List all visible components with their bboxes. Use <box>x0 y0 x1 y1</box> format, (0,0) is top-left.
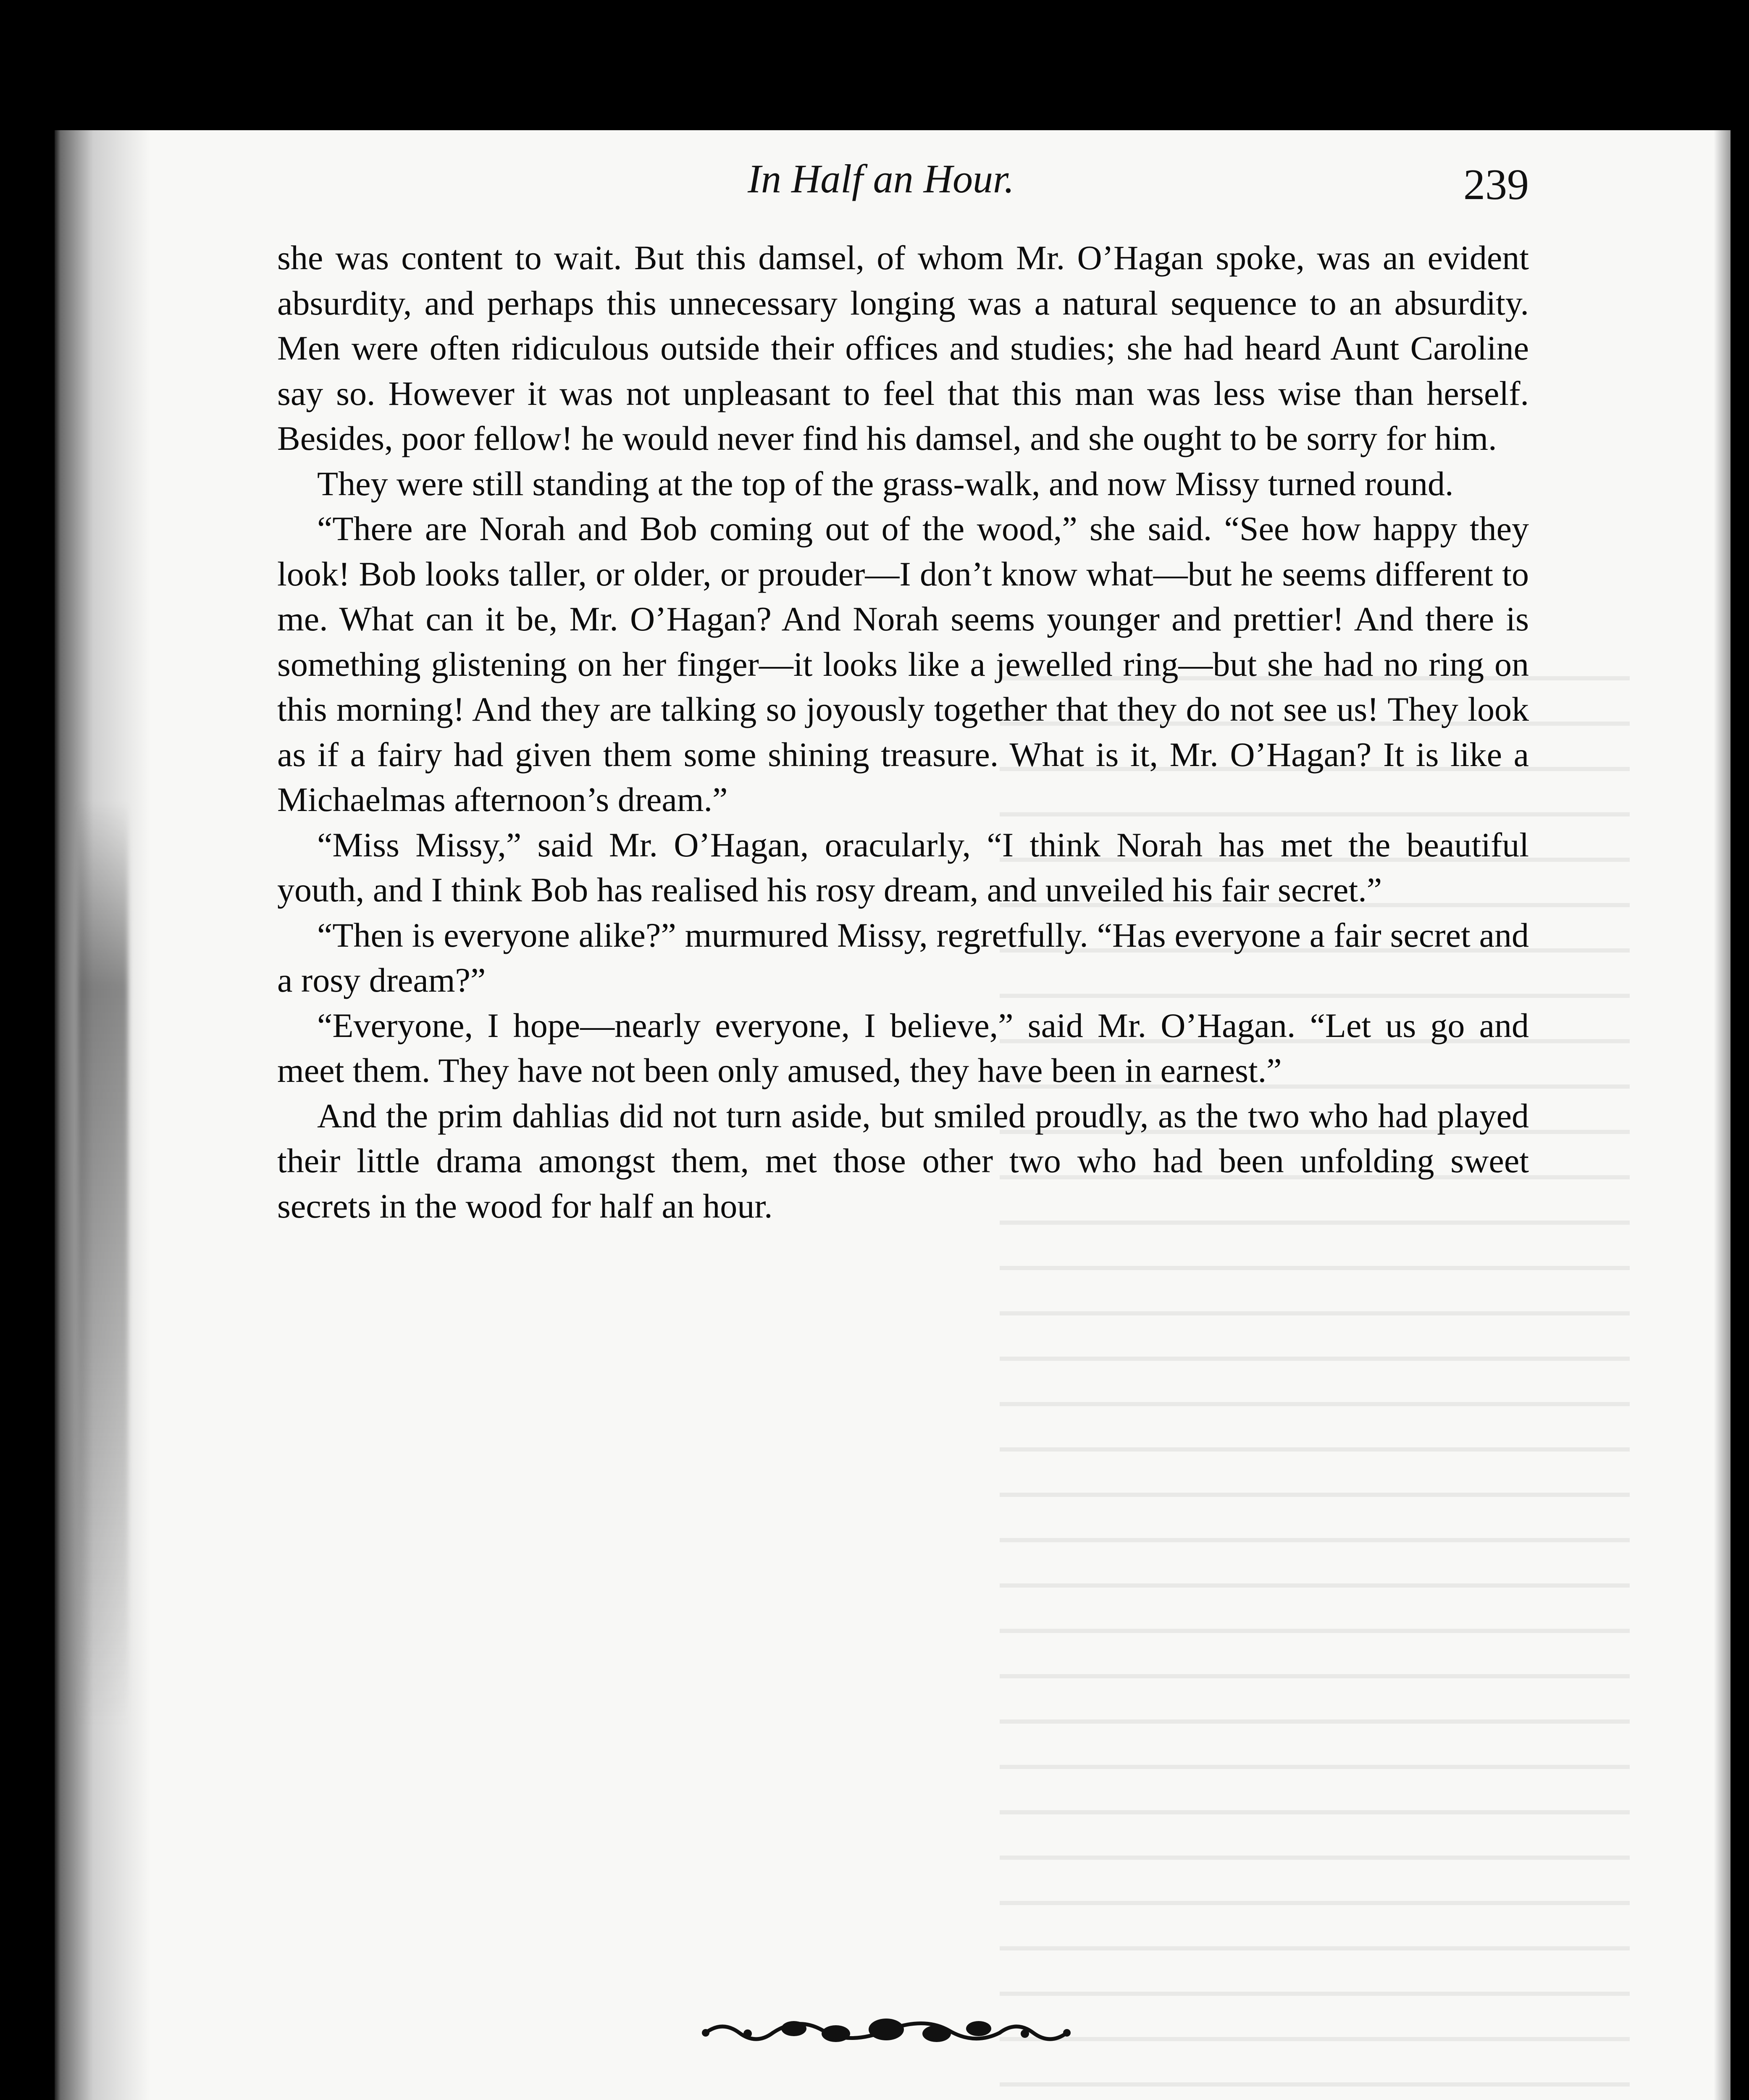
paragraph: “Then is everyone alike?” murmured Missy, regretfully. “Has everyone a fair secret and a rosy dream?” <box>277 916 1529 999</box>
page-number: 239 <box>1463 160 1529 209</box>
page-header <box>277 147 1529 214</box>
running-head: In Half an Hour. <box>748 156 1014 201</box>
paragraph: “Everyone, I hope—nearly everyone, I believe,” said Mr. O’Hagan. “Let us go and meet them. They have not been only amused, they have been in earnest.” <box>277 1006 1529 1089</box>
page-stain <box>78 802 128 1726</box>
paragraph: And the prim dahlias did not turn aside, but smiled proudly, as the two who had played their little drama amongst them, met those other two who had been unfolding sweet secrets in the wood for half an hour. <box>277 1096 1529 1225</box>
page-edge <box>1714 130 1731 2100</box>
vine-scroll-ornament-icon <box>697 2008 1075 2054</box>
paragraph: They were still standing at the top of the grass-walk, and now Missy turned round. <box>317 464 1454 503</box>
paragraph: “Miss Missy,” said Mr. O’Hagan, oracularly, “I think Norah has met the beautiful youth, and I think Bob has realised his rosy dream, and unveiled his fair secret.” <box>277 825 1529 909</box>
paragraph: she was content to wait. But this damsel, of whom Mr. O’Hagan spoke, was an evident absurdity, and perhaps this unnecessary longing was a natural sequence to an absurdity. Men were often ridiculous outside their offices and studies; she had heard Aunt Caroline say so. However it was not unpleasant to feel that this man was less wise than herself. Besides, poor fellow! he would never find his damsel, and she ought to be sorry for him. <box>277 239 1529 457</box>
body-text <box>277 235 1529 1228</box>
paragraph: “There are Norah and Bob coming out of the wood,” she said. “See how happy they look! Bob looks taller, or older, or prouder—I don’t know what—but he seems different to me. What can it be, Mr. O’Hagan? And Norah seems younger and prettier! And there is something glistening on her finger—it looks like a jewelled ring—but she had no ring on this morning! And they are talking so joyously together that they do not see us! They look as if a fairy had given them some shining treasure. What is it, Mr. O’Hagan? It is like a Michaelmas afternoon’s dream.” <box>277 509 1529 819</box>
